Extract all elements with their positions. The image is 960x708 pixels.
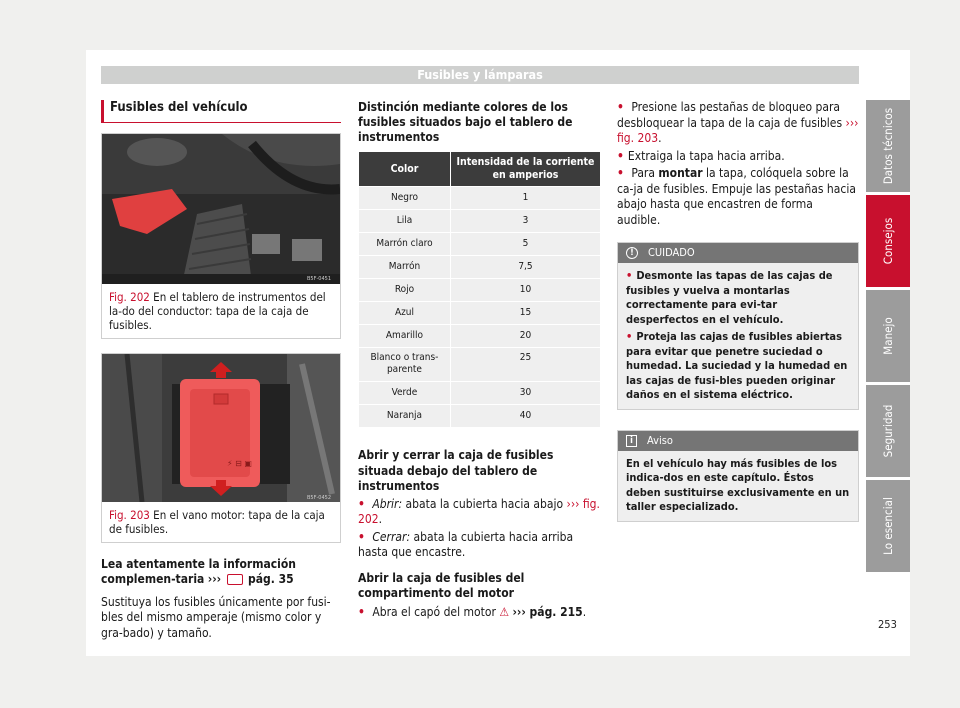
table-title: Distinción mediante colores de los fusibles situados bajo el tablero de instrumentos bbox=[358, 100, 573, 144]
table-row: Verde 30 bbox=[359, 382, 601, 405]
caution-item: • Desmonte las tapas de las cajas de fusibles y vuelva a montarlas correctamente para evi-tar desperfectos en el vehículo. bbox=[626, 269, 850, 327]
page-ref-link[interactable]: pág. 35 bbox=[247, 572, 294, 586]
note-title: Aviso bbox=[647, 433, 673, 447]
warning-triangle-icon: ⚠ bbox=[499, 604, 510, 619]
table-row: Negro 1 bbox=[359, 187, 601, 210]
table-row: Azul 15 bbox=[359, 302, 601, 325]
step-mount: • Para montar la tapa, colóquela sobre la ca-ja de fusibles. Empuje las pestañas hacia abajo hasta que encastren de forma audible. bbox=[617, 166, 859, 228]
engine-fusebox-photo bbox=[102, 354, 340, 502]
caption-text: En el tablero de instrumentos del la-do del conductor: tapa de la caja de fusibles. bbox=[109, 289, 326, 332]
table-header-amperage: Intensidad de la corriente en amperios bbox=[450, 152, 600, 187]
info-book-icon bbox=[227, 574, 243, 585]
chapter-header: Fusibles y lámparas bbox=[101, 66, 859, 84]
side-tabs bbox=[866, 100, 910, 575]
tab-datos-tecnicos[interactable]: Datos técnicos bbox=[866, 100, 910, 192]
photo-code: B5F-0451 bbox=[307, 275, 332, 282]
table-row: Rojo 10 bbox=[359, 279, 601, 302]
note-text: En el vehículo hay más fusibles de los indica-dos en este capítulo. Éstos deben sustituirse exclusivamente en un taller especializado. bbox=[618, 451, 858, 521]
table-row: Lila 3 bbox=[359, 210, 601, 233]
svg-text:⚡ ⊟ ▣: ⚡ ⊟ ▣ bbox=[227, 458, 252, 468]
column-middle bbox=[358, 100, 601, 627]
engine-fusebox-title: Abrir la caja de fusibles del compartimento del motor bbox=[358, 570, 525, 600]
note-box bbox=[617, 430, 859, 522]
step-extract: • Extraiga la tapa hacia arriba. bbox=[617, 149, 859, 165]
table-header-color: Color bbox=[359, 152, 451, 187]
engine-item: • Abra el capó del motor ⚠ ››› pág. 215. bbox=[358, 605, 601, 621]
close-item: • Cerrar: abata la cubierta hacia arriba hasta que encastre. bbox=[358, 530, 601, 561]
dashboard-fusebox-photo bbox=[102, 134, 340, 284]
tab-manejo[interactable]: Manejo bbox=[866, 290, 910, 382]
tab-lo-esencial[interactable]: Lo esencial bbox=[866, 480, 910, 572]
page-number: 253 bbox=[878, 618, 897, 631]
read-info: Lea atentamente la información complemen-taria ››› pág. 35 bbox=[101, 556, 296, 586]
tab-seguridad[interactable]: Seguridad bbox=[866, 385, 910, 477]
fuse-replace-para: Sustituya los fusibles únicamente por fusi-bles del mismo amperaje (mismo color y gra-bado) y tamaño. bbox=[101, 594, 331, 640]
tab-consejos[interactable]: Consejos bbox=[866, 195, 910, 287]
figure-label: Fig. 202 bbox=[109, 289, 150, 304]
caution-item: • Proteja las cajas de fusibles abiertas para evitar que penetre suciedad o humedad. La suciedad y la humedad en las cajas de fusi-bles pueden originar daños en el sistema eléctrico. bbox=[626, 330, 850, 403]
figure-202 bbox=[101, 133, 341, 339]
page-215-link[interactable]: ››› pág. 215 bbox=[512, 604, 583, 619]
fuse-color-table bbox=[358, 151, 601, 428]
caution-title: CUIDADO bbox=[648, 246, 695, 259]
table-row: Marrón claro 5 bbox=[359, 233, 601, 256]
table-row: Amarillo 20 bbox=[359, 325, 601, 348]
column-right bbox=[617, 100, 859, 522]
fig-203-link[interactable]: ››› fig. 203 bbox=[617, 115, 859, 145]
step-press-tabs: • Presione las pestañas de bloqueo para desbloquear la tapa de la caja de fusibles ››› fig. 203. bbox=[617, 100, 859, 147]
open-close-title: Abrir y cerrar la caja de fusibles situada debajo del tablero de instrumentos bbox=[358, 448, 554, 493]
section-title: Fusibles del vehículo bbox=[101, 100, 341, 123]
table-row: Marrón 7,5 bbox=[359, 256, 601, 279]
figure-label: Fig. 203 bbox=[109, 507, 150, 522]
open-item: • Abrir: abata la cubierta hacia abajo ››› fig. 202. bbox=[358, 497, 601, 528]
info-icon: i bbox=[626, 435, 637, 447]
column-left bbox=[101, 100, 341, 648]
photo-code: B5F-0452 bbox=[307, 494, 332, 501]
caution-icon: ! bbox=[626, 247, 638, 259]
fig-202-link[interactable]: ››› fig. 202 bbox=[358, 496, 600, 526]
caption-202 bbox=[102, 284, 340, 338]
figure-203 bbox=[101, 353, 341, 543]
table-row: Blanco o trans-parente 25 bbox=[359, 348, 601, 382]
table-row: Naranja 40 bbox=[359, 405, 601, 428]
caution-box bbox=[617, 242, 859, 410]
caption-203 bbox=[102, 502, 340, 542]
caption-text: En el vano motor: tapa de la caja de fusibles. bbox=[109, 507, 325, 536]
